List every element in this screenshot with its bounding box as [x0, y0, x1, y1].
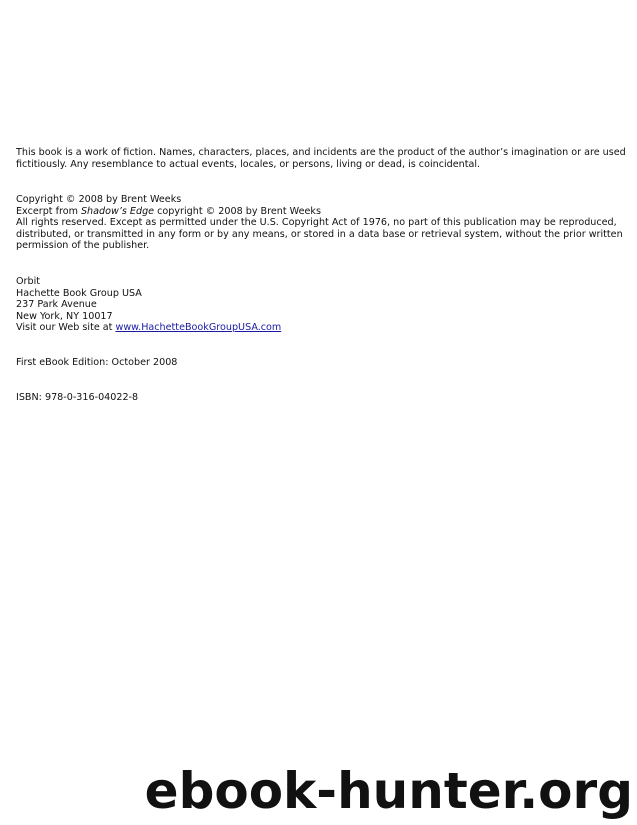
web-prefix: Visit our Web site at: [16, 322, 116, 334]
publisher-name: Hachette Book Group USA: [16, 287, 142, 299]
isbn-block: [16, 392, 624, 404]
publisher-address: [16, 276, 624, 334]
publisher-web-line: [16, 322, 624, 334]
edition-line: First eBook Edition: October 2008: [16, 357, 178, 368]
publisher-imprint: Orbit: [16, 276, 41, 287]
publisher-street: 237 Park Avenue: [16, 299, 97, 311]
fiction-notice: [16, 147, 624, 170]
watermark-text: ebook-hunter.org: [144, 762, 633, 820]
isbn-line: ISBN: 978-0-316-04022-8: [16, 392, 139, 403]
publisher-city: New York, NY 10017: [16, 310, 113, 322]
rights-line-2: distributed, or transmitted in any form or by any means, or stored in a data base or retrieval system, without the prior written: [16, 228, 623, 240]
rights-line-3: permission of the publisher.: [16, 240, 150, 252]
copyright-block: [16, 194, 624, 252]
fiction-notice-line-2: fictitiously. Any resemblance to actual events, locales, or persons, living or dead, is coincidental.: [16, 158, 481, 170]
edition-block: [16, 357, 624, 369]
excerpt-suffix: copyright © 2008 by Brent Weeks: [154, 205, 321, 217]
publisher-website-link[interactable]: www.HachetteBookGroupUSA.com: [115, 322, 282, 334]
rights-line-1: All rights reserved. Except as permitted under the U.S. Copyright Act of 1976, no part of this publication may be reproduced,: [16, 217, 617, 229]
copyright-line: Copyright © 2008 by Brent Weeks: [16, 194, 182, 205]
excerpt-line: [16, 206, 624, 218]
excerpt-prefix: Excerpt from: [16, 205, 81, 217]
fiction-notice-line-1: This book is a work of fiction. Names, characters, places, and incidents are the product of the author’s imagination or are used: [16, 147, 626, 158]
excerpt-title: Shadow’s Edge: [80, 205, 155, 217]
